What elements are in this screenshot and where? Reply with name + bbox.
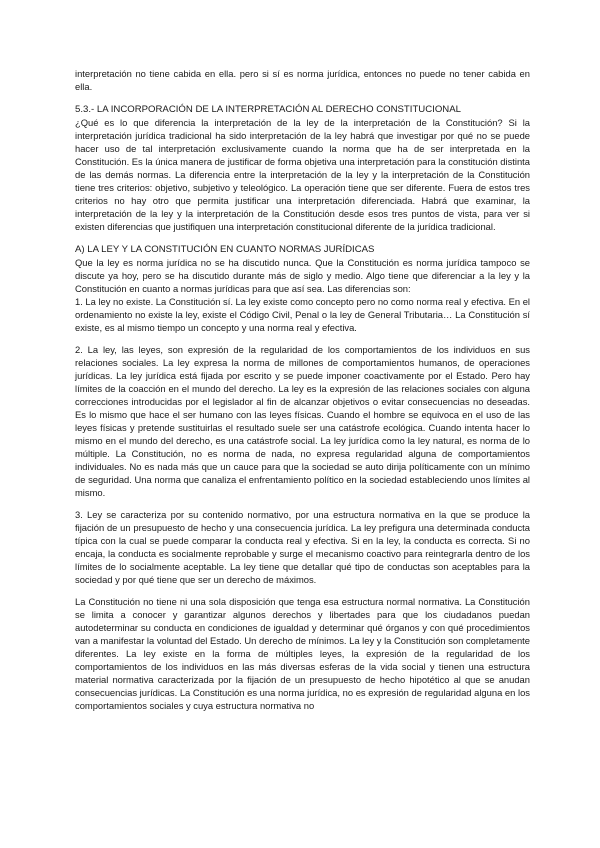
section-heading-5-3: 5.3.- LA INCORPORACIÓN DE LA INTERPRETACIÓN AL DERECHO CONSTITUCIONAL xyxy=(75,104,461,115)
paragraph-point-1: 1. La ley no existe. La Constitución sí. La ley existe como concepto pero no como norma real y efectiva. En el ordenamiento no existe la ley, existe el Código Civil, Penal o la ley de General Tributaria… La Constitución sí existe, es al mismo tiempo un concepto y una norma real y efectiva. xyxy=(75,296,530,333)
paragraph-a: Que la ley es norma jurídica no se ha discutido nunca. Que la Constitución es norma jurídica tampoco se discute ya hoy, pero se ha discutido durante más de siglo y medio. Algo tiene que diferenciar a la ley y la Constitución en cuanto a normas jurídicas para que así sea. Las diferencias son: xyxy=(75,257,530,294)
paragraph-point-3: 3. Ley se caracteriza por su contenido normativo, por una estructura normativa en la que se produce la fijación de un presupuesto de hecho y una consecuencia jurídica. La ley prefigura una determinada conducta típica con la cual se puede comparar la conducta real y efectiva. Si en la ley, la conducta es correcta. Si no encaja, la conducta es socialmente reprobable y surge el mecanismo coactivo para reintegrarla dentro de los límites de lo socialmente aceptable. La ley tiene que detallar qué tipo de conductas son aceptables para la sociedad y por qué tiene que ser un derecho de máximos. xyxy=(75,509,530,585)
paragraph-intro: interpretación no tiene cabida en ella. pero si sí es norma jurídica, entonces no puede no tener cabida en ella. xyxy=(75,68,530,92)
paragraph-5-3: ¿Qué es lo que diferencia la interpretación de la ley de la interpretación de la Constitución? Si la interpretación jurídica tradicional ha sido interpretación de la ley habrá que investigar por qué no se puede hacer uso de tal interpretación exclusivamente cuando la norma que ha de ser interpretada en la Constitución. Es la única manera de justificar de forma objetiva una interpretación para la constitución distinta de las demás normas. La diferencia entre la interpretación de la ley y la interpretación de la Constitución tiene tres criterios: objetivo, subjetivo y teleológico. La operación tiene que ser diferente. Fuera de estos tres criterios no hay otro que permita justificar una interpretación diferenciada. Habrá que examinar, la interpretación de la ley y la interpretación de la Constitución desde esos tres puntos de vista, para ver si existen diferencias que justifiquen una interpretación constitucional diferente de la jurídica tradicional. xyxy=(75,117,530,232)
paragraph-constitucion: La Constitución no tiene ni una sola disposición que tenga esa estructura normal normativa. La Constitución se limita a conocer y garantizar algunos derechos y libertades para que los ciudadanos puedan autodeterminar su conducta en condiciones de igualdad y determinar qué órganos y con qué procedimientos van a manifestar la voluntad del Estado. Un derecho de mínimos. La ley y la Constitución son completamente diferentes. La ley existe en la forma de múltiples leyes, la expresión de la regularidad de los comportamientos de los individuos en las más diversas esferas de la vida social y tienen una estructura material normativa caracterizada por la fijación de un presupuesto de hecho hipotético al que se anudan consecuencias jurídicas. La Constitución es una norma jurídica, no es expresión de regularidad alguna en los comportamientos sociales y cuya estructura normativa no xyxy=(75,596,530,711)
section-heading-a: A) LA LEY Y LA CONSTITUCIÓN EN CUANTO NORMAS JURÍDICAS xyxy=(75,244,375,255)
paragraph-point-2: 2. La ley, las leyes, son expresión de la regularidad de los comportamientos de los individuos en sus relaciones sociales. La ley expresa la norma de millones de comportamientos humanos, de operaciones jurídicas. La ley jurídica está fijada por escrito y se puede imponer coactivamente por el Estado. Pero hay límites de la coacción en el mundo del derecho. La ley es la expresión de las relaciones sociales con alguna correcciones introducidas por el legislador al fin de alcanzar objetivos o evitar consecuencias no deseadas. Es lo mismo que hace el ser humano con las leyes físicas. Cuando el hombre se equivoca en el uso de las leyes físicas y pretende sustituirlas el resultado suele ser una catástrofe ecológica. Cuando intenta hacer lo mismo en el mundo del derecho, es una catástrofe social. La ley jurídica como la ley natural, es norma de lo múltiple. La Constitución, no es norma de nada, no expresa regularidad alguna de comportamientos individuales. No es nada más que un cauce para que la sociedad se auto dirija políticamente con un mínimo de seguridad. Una norma que canaliza el enfrentamiento político en la sociedad estableciendo unos límites al mismo. xyxy=(75,344,530,498)
document-body xyxy=(75,67,530,712)
